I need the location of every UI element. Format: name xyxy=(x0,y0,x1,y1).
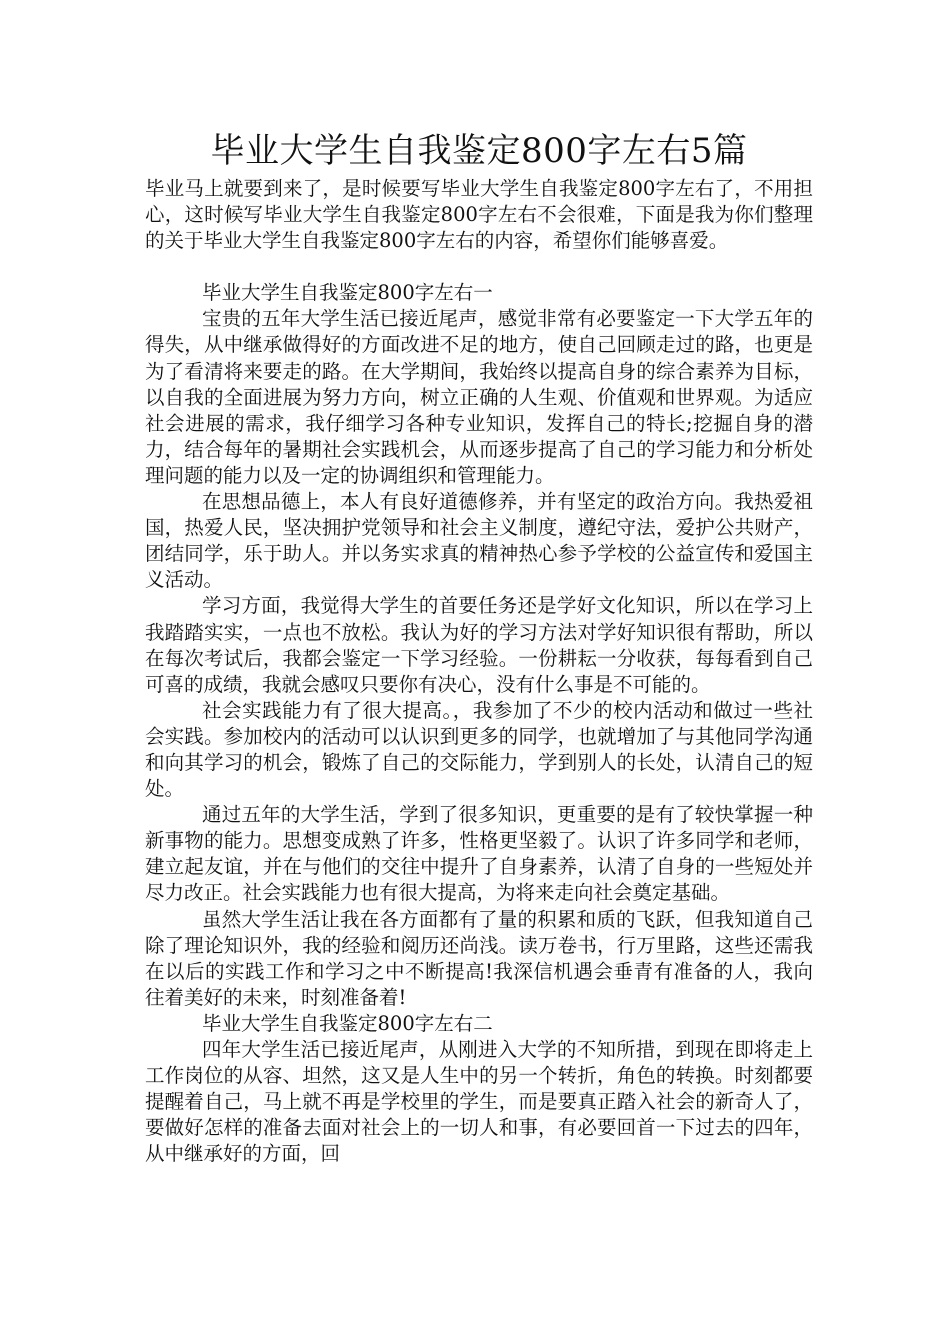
section1-paragraph-6: 虽然大学生活让我在各方面都有了量的积累和质的飞跃，但我知道自己除了理论知识外，我的经验和阅历还尚浅。读万卷书，行万里路，这些还需我在以后的实践工作和学习之中不断提高!我深信机遇会垂青有准备的人，我向往着美好的未来，时刻准备着! xyxy=(145,907,813,1009)
section-heading-1: 毕业大学生自我鉴定800字左右一 xyxy=(202,281,493,305)
section-heading-2: 毕业大学生自我鉴定800字左右二 xyxy=(202,1011,493,1035)
section1-paragraph-1: 宝贵的五年大学生活已接近尾声，感觉非常有必要鉴定一下大学五年的得失，从中继承做得好的方面改进不足的地方，使自己回顾走过的路，也更是为了看清将来要走的路。在大学期间，我始终以提高自身的综合素养为目标，以自我的全面进展为努力方向，树立正确的人生观、价值观和世界观。为适应社会进展的需求，我仔细学习各种专业知识，发挥自己的特长;挖掘自身的潜力，结合每年的暑期社会实践机会，从而逐步提高了自己的学习能力和分析处理问题的能力以及一定的协调组织和管理能力。 xyxy=(145,307,813,487)
document-page xyxy=(145,128,813,1167)
section1-paragraph-3: 学习方面，我觉得大学生的首要任务还是学好文化知识，所以在学习上我踏踏实实，一点也不放松。我认为好的学习方法对学好知识很有帮助，所以在每次考试后，我都会鉴定一下学习经验。一份耕耘一分收获，每每看到自己可喜的成绩，我就会感叹只要你有决心，没有什么事是不可能的。 xyxy=(145,594,813,696)
section1-paragraph-5: 通过五年的大学生活，学到了很多知识，更重要的是有了较快掌握一种新事物的能力。思想变成熟了许多，性格更坚毅了。认识了许多同学和老师，建立起友谊，并在与他们的交往中提升了自身素养，认清了自身的一些短处并尽力改正。社会实践能力也有很大提高，为将来走向社会奠定基础。 xyxy=(145,803,813,905)
document-title: 毕业大学生自我鉴定800字左右5篇 xyxy=(210,131,748,171)
section2-paragraph-1: 四年大学生活已接近尾声，从刚进入大学的不知所措，到现在即将走上工作岗位的从容、坦然，这又是人生中的另一个转折，角色的转换。时刻都要提醒着自己，马上就不再是学校里的学生，而是要真正踏入社会的新奇人了，要做好怎样的准备去面对社会上的一切人和事，有必要回首一下过去的四年，从中继承好的方面，回 xyxy=(145,1038,813,1166)
section1-paragraph-2: 在思想品德上，本人有良好道德修养，并有坚定的政治方向。我热爱祖国，热爱人民，坚决拥护党领导和社会主义制度，遵纪守法，爱护公共财产，团结同学，乐于助人。并以务实求真的精神热心参予学校的公益宣传和爱国主义活动。 xyxy=(145,490,813,592)
intro-paragraph: 毕业马上就要到来了，是时候要写毕业大学生自我鉴定800字左右了，不用担心，这时候写毕业大学生自我鉴定800字左右不会很难，下面是我为你们整理的关于毕业大学生自我鉴定800字左右的内容，希望你们能够喜爱。 xyxy=(145,177,813,253)
section1-paragraph-4: 社会实践能力有了很大提高。，我参加了不少的校内活动和做过一些社会实践。参加校内的活动可以认识到更多的同学，也就增加了与其他同学沟通和向其学习的机会，锻炼了自己的交际能力，学到别人的长处，认清自己的短处。 xyxy=(145,698,813,801)
